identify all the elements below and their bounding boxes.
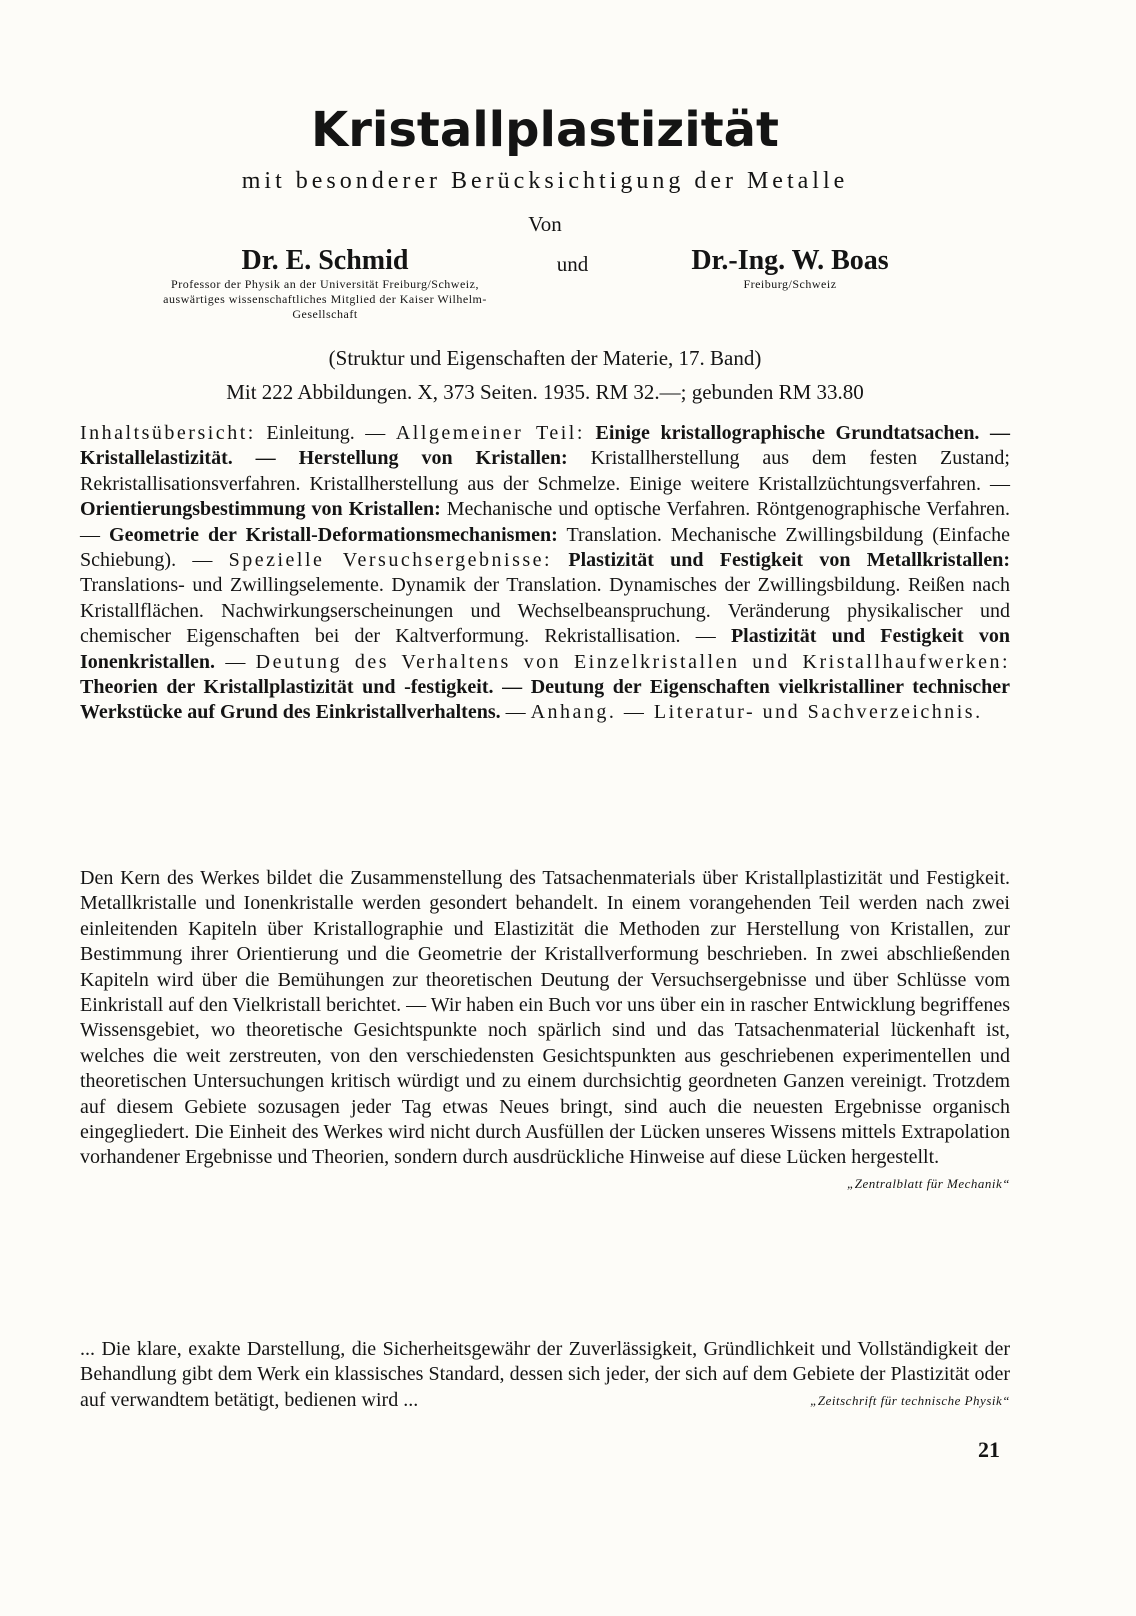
review-2-source: „Zeitschrift für technische Physik“ — [810, 1392, 1010, 1408]
document-page — [80, 0, 1010, 1616]
toc-chapter: Geometrie der Kristall-Deformationsmechanismen: — [109, 523, 558, 546]
review-1-source: „Zentralblatt für Mechanik“ — [847, 1175, 1010, 1191]
toc-chapter: Plastizität und Festigkeit von Ionenkristallen. — [80, 625, 1010, 673]
author-block-2 — [635, 245, 945, 292]
and-label: und — [556, 252, 589, 276]
author-affiliation-1: Professor der Physik an der Universität Freiburg/Schweiz, auswärtiges wissenschaftliches Mitglied der Kaiser Wilhelm-Gesellschaft — [163, 277, 487, 321]
table-of-contents — [80, 421, 1010, 726]
series-info: (Struktur und Eigenschaften der Materie, 17. Band) — [328, 346, 762, 370]
book-title: Kristallplastizität — [311, 102, 779, 158]
toc-chapter: Orientierungsbestimmung von Kristallen: — [80, 498, 441, 521]
toc-chapter: Plastizität und Festigkeit von Metallkristallen: — [552, 549, 1010, 572]
author-name-1: Dr. E. Schmid — [241, 245, 409, 276]
review-2-text: ... Die klare, exakte Darstellung, die Sicherheitsgewähr der Zuverlässigkeit, Gründlichkeit und Vollständigkeit der Behandlung gibt dem Werk ein klassisches Standard, dessen sich jeder, der sich auf dem Gebiete der Plastizität oder auf verwandtem betätigt, bedienen wird ... — [80, 1338, 1010, 1411]
review-1 — [80, 866, 1010, 1196]
toc-text: Translation. Mechanische Zwillingsbildung (Einfache Schiebung). — — [80, 523, 1010, 572]
toc-text: — — [215, 650, 256, 673]
toc-text: — — [500, 701, 531, 724]
toc-section-heading: Anhang. — Literatur- und Sachverzeichnis. — [530, 701, 983, 724]
author-block-1 — [140, 245, 510, 322]
author-affiliation-2: Freiburg/Schweiz — [743, 277, 837, 291]
publication-info: Mit 222 Abbildungen. X, 373 Seiten. 1935. RM 32.—; gebunden RM 33.80 — [226, 380, 864, 404]
toc-text: Translations- und Zwillingselemente. Dynamik der Translation. Dynamisches der Zwillingsbildung. Reißen nach Kristallflächen. Nachwirkungserscheinungen und Wechselbeanspruchung. Veränderung physikalischer und chemischer Eigenschaften bei der Kaltverformung. Rekristallisation. — — [80, 574, 1010, 648]
author-name-2: Dr.-Ing. W. Boas — [691, 245, 889, 276]
toc-heading: Inhaltsübersicht: — [80, 422, 256, 444]
review-1-text: Den Kern des Werkes bildet die Zusammenstellung des Tatsachenmaterials über Kristallplastizität und Festigkeit. Metallkristalle und Ionenkristalle werden gesondert behandelt. In einem vorangehenden Teil werden nach zwei einleitenden Kapiteln über Kristallographie und Elastizität die Methoden zur Herstellung von Kristallen, zur Bestimmung ihrer Orientierung und die Geometrie der Kristallverformung beschrieben. In zwei abschließenden Kapiteln wird über die Bemühungen zur theoretischen Deutung der Versuchsergebnisse und über Schlüsse vom Einkristall auf den Vielkristall berichtet. — Wir haben ein Buch vor uns über ein in rascher Entwicklung begriffenes Wissensgebiet, wo theoretische Gesichtspunkte noch spärlich sind und das Tatsachenmaterial lückenhaft ist, welches die weit zerstreuten, von den verschiedensten Gesichtspunkten aus geschriebenen experimentellen und theoretischen Untersuchungen kritisch würdigt und zu einem durchsichtig geordneten Ganzen vereinigt. Trotzdem auf diesem Gebiete sozusagen jeder Tag etwas Neues bringt, sind auch die neuesten Ergebnisse organisch eingegliedert. Die Einheit des Werkes wird nicht durch Ausfüllen der Lücken unseres Wissens mittels Extrapolation vorhandener Ergebnisse und Theorien, sondern durch ausdrückliche Hinweise auf diese Lücken hergestellt. — [80, 867, 1010, 1169]
toc-chapter: Einige kristallographische Grundtatsachen. — Kristallelastizität. — Herstellung von Kristallen: — [80, 422, 1011, 470]
page-number: 21 — [978, 1437, 1000, 1462]
review-2 — [80, 1337, 1010, 1413]
book-subtitle: mit besonderer Berücksichtigung der Metalle — [241, 168, 849, 194]
toc-text: Einleitung. — — [255, 422, 396, 444]
toc-section-heading: Deutung des Verhaltens von Einzelkristallen und Kristallhaufwerken: — [255, 650, 1010, 673]
by-label: Von — [528, 212, 562, 236]
toc-chapter: Theorien der Kristallplastizität und -festigkeit. — Deutung der Eigenschaften vielkristalliner technischer Werkstücke auf Grund des Einkristallverhaltens. — [80, 676, 1010, 724]
toc-text: Kristallherstellung aus dem festen Zustand; Rekristallisationsverfahren. Kristallherstellung aus der Schmelze. Einige weitere Kristallzüchtungsverfahren. — — [80, 447, 1010, 495]
toc-text: Mechanische und optische Verfahren. Röntgenographische Verfahren. — — [80, 498, 1011, 546]
toc-section-heading: Allgemeiner Teil: — [395, 422, 585, 444]
toc-section-heading: Spezielle Versuchsergebnisse: — [228, 549, 553, 572]
